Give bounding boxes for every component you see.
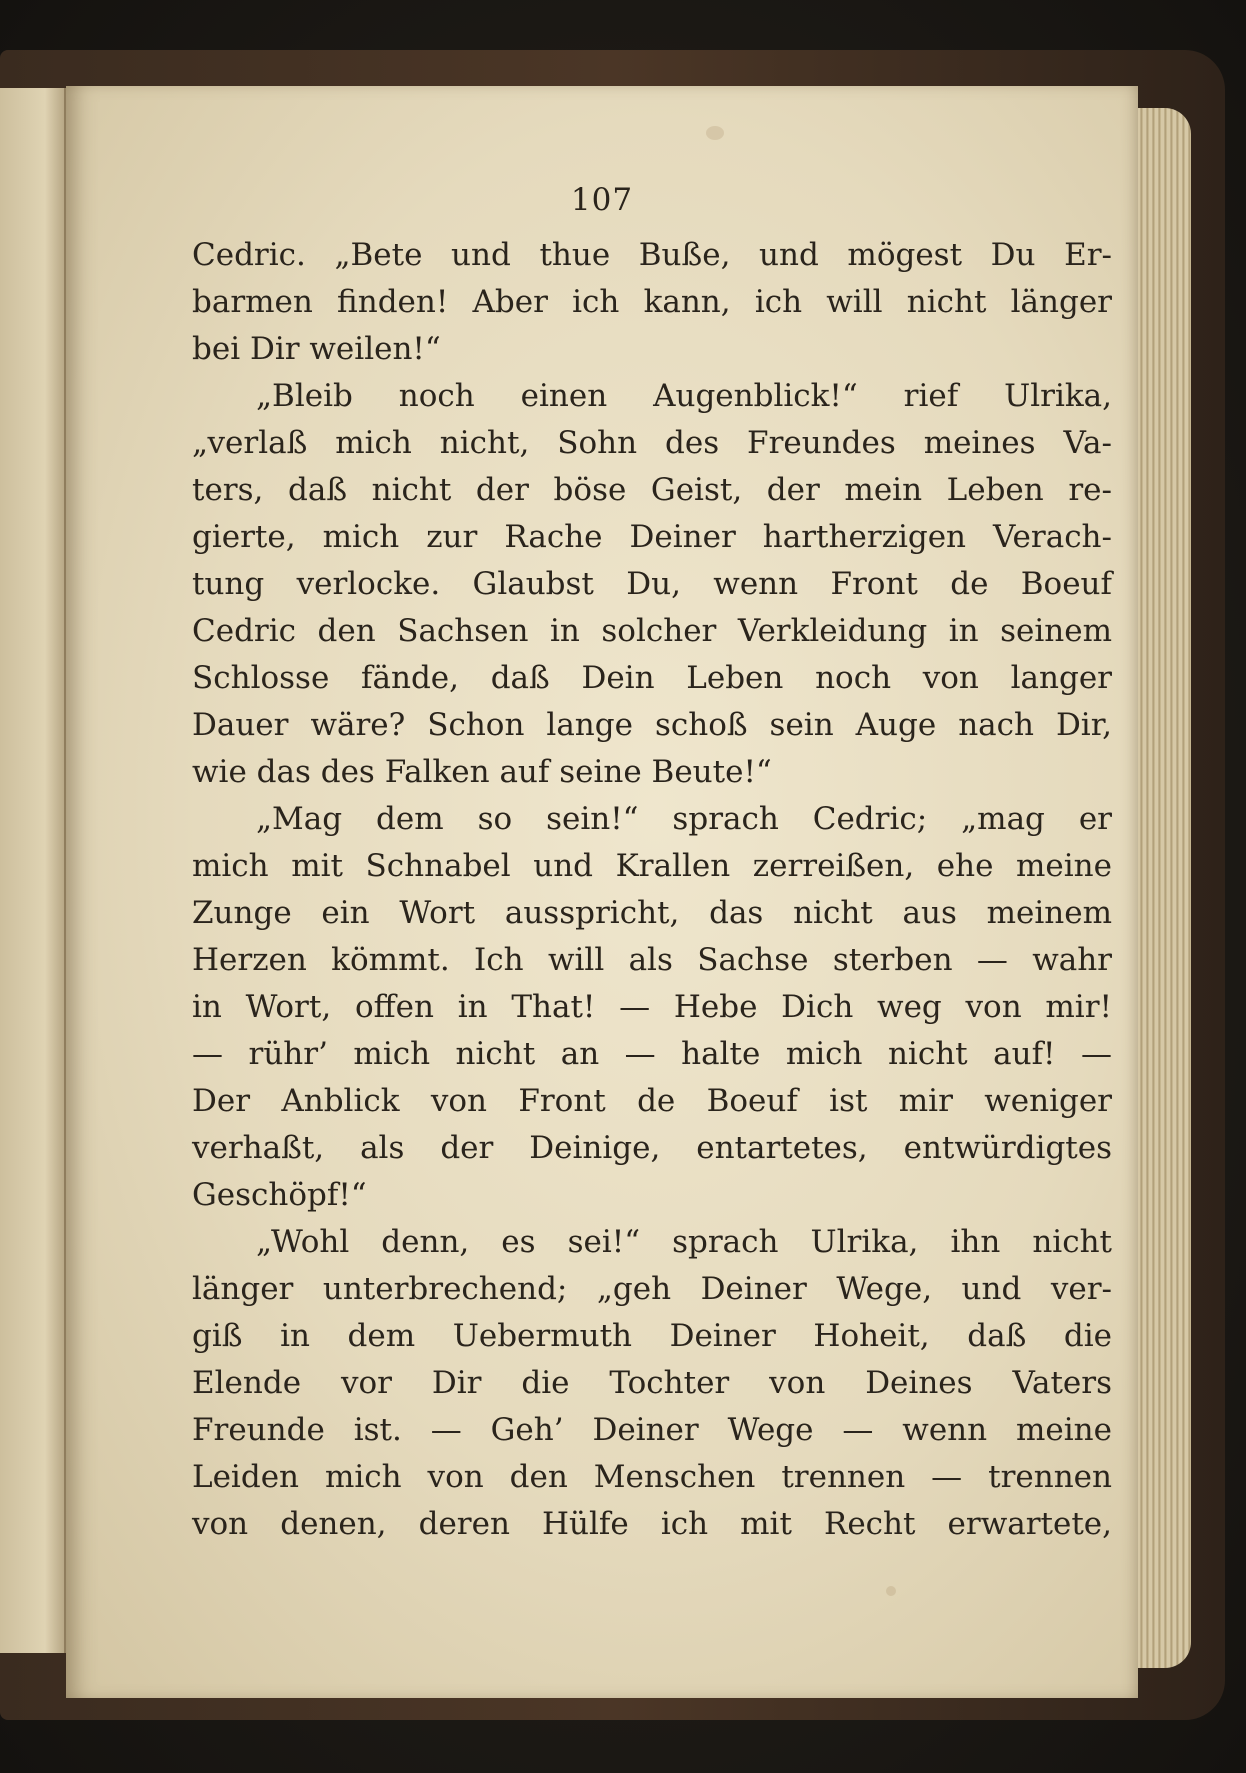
text-line: von denen, deren Hülfe ich mit Recht erwartete, [192, 1506, 1112, 1542]
left-page-edge [0, 88, 66, 1653]
text-line: barmen finden! Aber ich kann, ich will nicht länger [192, 284, 1112, 320]
text-line: giß in dem Uebermuth Deiner Hoheit, daß die [192, 1318, 1112, 1354]
text-line: wie das des Falken auf seine Beute!“ [192, 754, 772, 790]
text-line: gierte, mich zur Rache Deiner hartherzigen Verach- [192, 519, 1112, 555]
text-line: Elende vor Dir die Tochter von Deines Vaters [192, 1365, 1112, 1401]
text-line: Zunge ein Wort ausspricht, das nicht aus meinem [192, 895, 1112, 931]
text-line: „Wohl denn, es sei!“ sprach Ulrika, ihn nicht [256, 1224, 1112, 1260]
text-line: bei Dir weilen!“ [192, 331, 441, 367]
text-line: länger unterbrechend; „geh Deiner Wege, und ver- [192, 1271, 1112, 1307]
text-line: in Wort, offen in That! — Hebe Dich weg von mir! [192, 989, 1112, 1025]
text-line: „Mag dem so sein!“ sprach Cedric; „mag er [256, 801, 1112, 837]
page-number: 107 [570, 182, 634, 218]
text-line: Freunde ist. — Geh’ Deiner Wege — wenn meine [192, 1412, 1112, 1448]
text-line: Cedric den Sachsen in solcher Verkleidung in seinem [192, 613, 1112, 649]
text-line: Schlosse fände, daß Dein Leben noch von langer [192, 660, 1112, 696]
text-line: „verlaß mich nicht, Sohn des Freundes meines Va- [192, 425, 1112, 461]
book-page [66, 86, 1138, 1698]
text-line: Herzen kömmt. Ich will als Sachse sterben — wahr [192, 942, 1112, 978]
text-line: Cedric. „Bete und thue Buße, und mögest Du Er- [192, 237, 1112, 273]
body-text [192, 232, 1112, 1548]
text-line: Dauer wäre? Schon lange schoß sein Auge nach Dir, [192, 707, 1112, 743]
text-line: Der Anblick von Front de Boeuf ist mir weniger [192, 1083, 1112, 1119]
text-line: verhaßt, als der Deinige, entartetes, entwürdigtes [192, 1130, 1112, 1166]
text-line: tung verlocke. Glaubst Du, wenn Front de Boeuf [192, 566, 1112, 602]
text-line: Leiden mich von den Menschen trennen — trennen [192, 1459, 1112, 1495]
text-line: Geschöpf!“ [192, 1177, 367, 1213]
foxing-spot [886, 1586, 896, 1596]
foxing-spot [706, 126, 724, 140]
text-line: — rühr’ mich nicht an — halte mich nicht auf! — [192, 1036, 1112, 1072]
text-line: mich mit Schnabel und Krallen zerreißen, ehe meine [192, 848, 1112, 884]
text-line: „Bleib noch einen Augenblick!“ rief Ulrika, [256, 378, 1112, 414]
text-line: ters, daß nicht der böse Geist, der mein Leben re- [192, 472, 1112, 508]
